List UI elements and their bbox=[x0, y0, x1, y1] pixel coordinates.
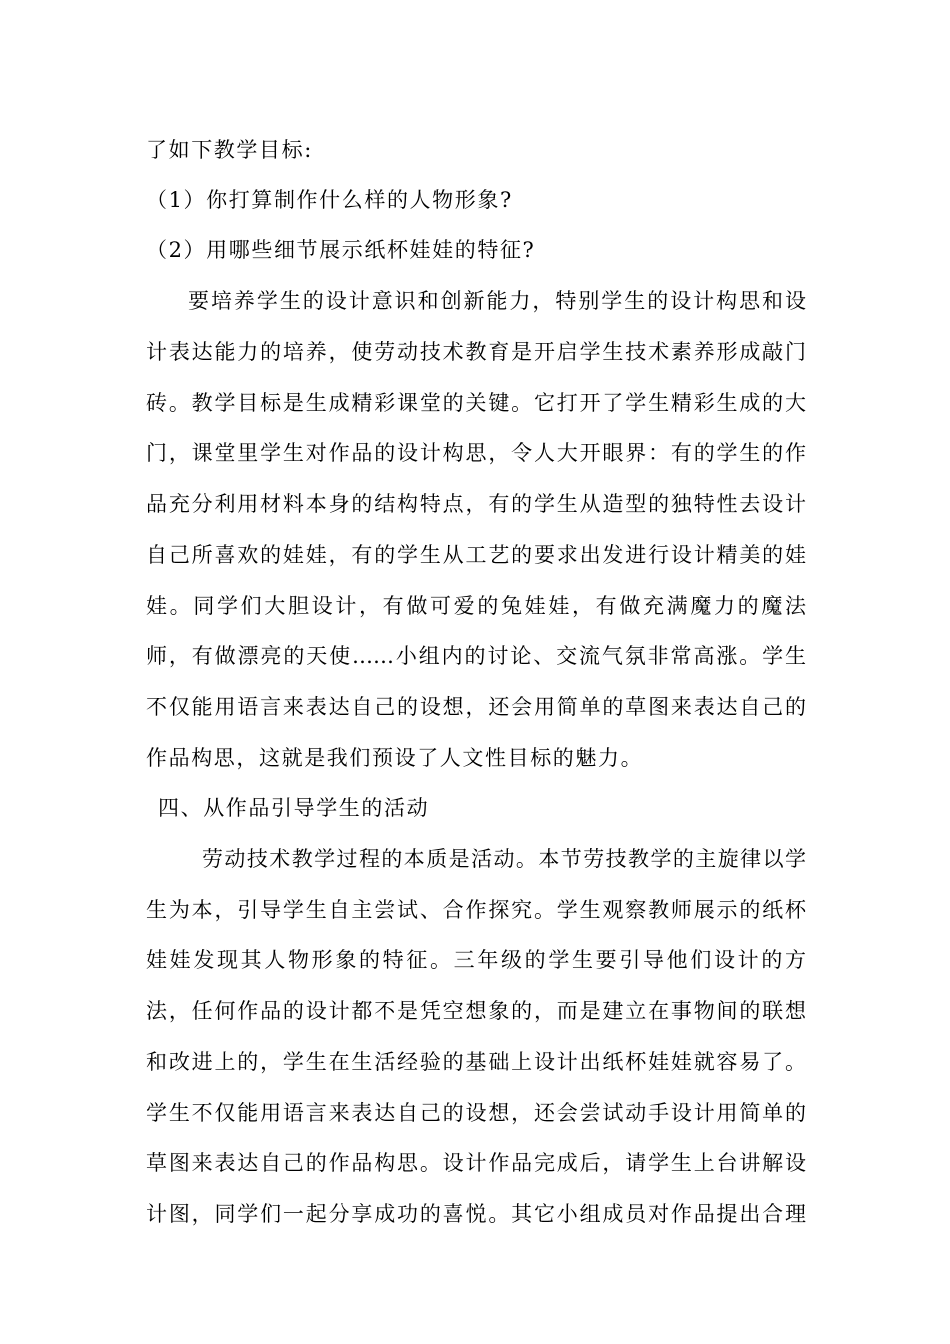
paragraph-line: 要培养学生的设计意识和创新能力，特别学生的设计构思和设 bbox=[188, 289, 806, 313]
paragraph-line: 品充分利用材料本身的结构特点，有的学生从造型的独特性去设计 bbox=[146, 492, 806, 516]
paragraph-line: 砖。教学目标是生成精彩课堂的关键。它打开了学生精彩生成的大 bbox=[146, 391, 806, 415]
paragraph-line: 计图，同学们一起分享成功的喜悦。其它小组成员对作品提出合理 bbox=[146, 1202, 806, 1226]
paragraph-line: 劳动技术教学过程的本质是活动。本节劳技教学的主旋律以学 bbox=[202, 847, 806, 871]
paragraph-line: 学生不仅能用语言来表达自己的设想，还会尝试动手设计用简单的 bbox=[146, 1101, 806, 1125]
paragraph-line: 不仅能用语言来表达自己的设想，还会用简单的草图来表达自己的 bbox=[146, 695, 806, 719]
paragraph-line: 师，有做漂亮的天使……小组内的讨论、交流气氛非常高涨。学生 bbox=[146, 644, 806, 668]
section-heading: 四、从作品引导学生的活动 bbox=[158, 796, 430, 820]
paragraph-line: 法，任何作品的设计都不是凭空想象的，而是建立在事物间的联想 bbox=[146, 999, 806, 1023]
paragraph-line: 生为本，引导学生自主尝试、合作探究。学生观察教师展示的纸杯 bbox=[146, 898, 806, 922]
goal-item-1: （1）你打算制作什么样的人物形象? bbox=[146, 188, 513, 212]
paragraph-line: 草图来表达自己的作品构思。设计作品完成后，请学生上台讲解设 bbox=[146, 1151, 806, 1175]
paragraph-line: 自己所喜欢的娃娃，有的学生从工艺的要求出发进行设计精美的娃 bbox=[146, 543, 806, 567]
text-line: 了如下教学目标: bbox=[146, 138, 313, 162]
paragraph-line: 计表达能力的培养，使劳动技术教育是开启学生技术素养形成敲门 bbox=[146, 340, 806, 364]
paragraph-line: 门，课堂里学生对作品的设计构思，令人大开眼界：有的学生的作 bbox=[146, 441, 806, 465]
paragraph-line: 作品构思，这就是我们预设了人文性目标的魅力。 bbox=[146, 746, 644, 770]
goal-item-2: （2）用哪些细节展示纸杯娃娃的特征? bbox=[146, 238, 536, 262]
paragraph-line: 娃娃发现其人物形象的特征。三年级的学生要引导他们设计的方 bbox=[146, 948, 806, 972]
paragraph-line: 娃。同学们大胆设计，有做可爱的兔娃娃，有做充满魔力的魔法 bbox=[146, 594, 806, 618]
paragraph-line: 和改进上的，学生在生活经验的基础上设计出纸杯娃娃就容易了。 bbox=[146, 1050, 806, 1074]
